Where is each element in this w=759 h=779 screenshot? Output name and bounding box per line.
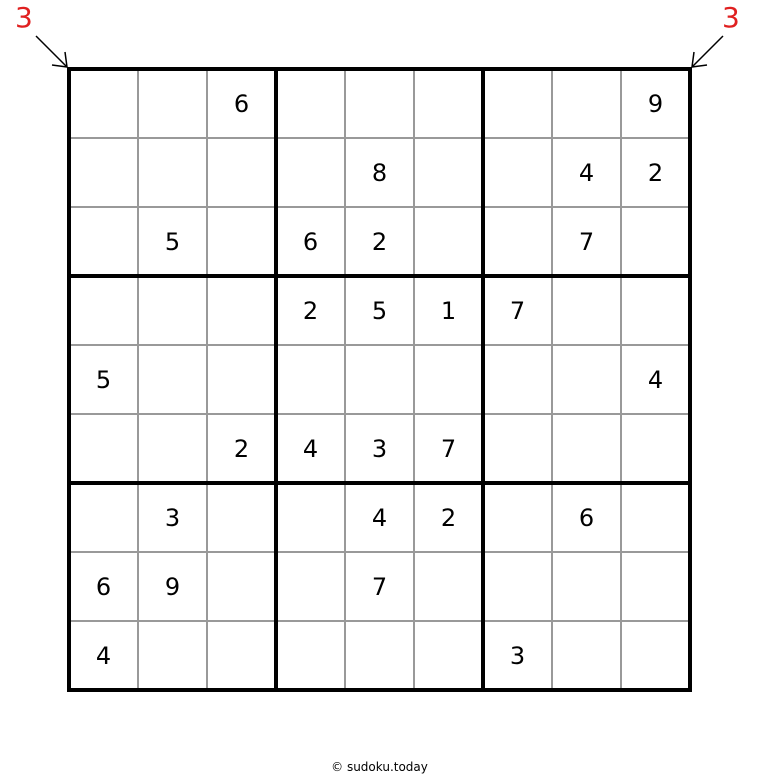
sudoku-cell-r7c7[interactable] [483, 483, 552, 552]
sudoku-cell-r1c5[interactable] [345, 69, 414, 138]
sudoku-cell-r6c6[interactable]: 7 [440, 434, 457, 463]
sudoku-cell-r6c3[interactable]: 2 [233, 434, 250, 463]
sudoku-cell-r6c9[interactable] [621, 414, 690, 483]
sudoku-cell-r2c9[interactable]: 2 [647, 158, 664, 187]
arrow-left-icon [36, 36, 67, 67]
sudoku-cell-r2c5[interactable]: 8 [371, 158, 388, 187]
sudoku-cell-r8c2[interactable]: 9 [164, 572, 181, 601]
sudoku-cell-r8c5[interactable]: 7 [371, 572, 388, 601]
sudoku-cell-r2c4[interactable] [276, 138, 345, 207]
sudoku-cell-r3c5[interactable]: 2 [371, 227, 388, 256]
sudoku-cell-r8c1[interactable]: 6 [95, 572, 112, 601]
sudoku-cell-r6c5[interactable]: 3 [371, 434, 388, 463]
sudoku-cell-r4c4[interactable]: 2 [302, 296, 319, 325]
sudoku-cell-r7c3[interactable] [207, 483, 276, 552]
sudoku-cell-r8c3[interactable] [207, 552, 276, 621]
sudoku-cell-r5c5[interactable] [345, 345, 414, 414]
sudoku-cell-r3c8[interactable]: 7 [578, 227, 595, 256]
sudoku-cell-r5c2[interactable] [138, 345, 207, 414]
sudoku-cell-r7c4[interactable] [276, 483, 345, 552]
sudoku-cell-r4c3[interactable] [207, 276, 276, 345]
sudoku-cell-r5c1[interactable]: 5 [95, 365, 112, 394]
sudoku-cell-r5c7[interactable] [483, 345, 552, 414]
sudoku-cell-r1c9[interactable]: 9 [647, 89, 664, 118]
sudoku-cell-r2c1[interactable] [69, 138, 138, 207]
sudoku-cell-r1c1[interactable] [69, 69, 138, 138]
sudoku-cell-r9c2[interactable] [138, 621, 207, 690]
sudoku-grid [69, 69, 690, 690]
sudoku-cell-r9c5[interactable] [345, 621, 414, 690]
sudoku-cell-r4c6[interactable]: 1 [440, 296, 457, 325]
sudoku-cell-r2c8[interactable]: 4 [578, 158, 595, 187]
sudoku-cell-r5c4[interactable] [276, 345, 345, 414]
sudoku-cell-r7c2[interactable]: 3 [164, 503, 181, 532]
sudoku-cell-r2c3[interactable] [207, 138, 276, 207]
sudoku-cell-r1c4[interactable] [276, 69, 345, 138]
sudoku-cell-r2c6[interactable] [414, 138, 483, 207]
sudoku-cell-r8c4[interactable] [276, 552, 345, 621]
sudoku-cell-r9c6[interactable] [414, 621, 483, 690]
sudoku-cell-r5c9[interactable]: 4 [647, 365, 664, 394]
sudoku-cell-r9c7[interactable]: 3 [509, 641, 526, 670]
sudoku-cell-r4c5[interactable]: 5 [371, 296, 388, 325]
sudoku-cell-r4c2[interactable] [138, 276, 207, 345]
sudoku-cell-r5c8[interactable] [552, 345, 621, 414]
sudoku-cell-r9c8[interactable] [552, 621, 621, 690]
sudoku-cell-r4c1[interactable] [69, 276, 138, 345]
sudoku-cell-r1c8[interactable] [552, 69, 621, 138]
sudoku-cell-r5c3[interactable] [207, 345, 276, 414]
sudoku-cell-r9c1[interactable]: 4 [95, 641, 112, 670]
sudoku-cell-r7c8[interactable]: 6 [578, 503, 595, 532]
sudoku-cell-r3c9[interactable] [621, 207, 690, 276]
sudoku-cell-r8c7[interactable] [483, 552, 552, 621]
sudoku-cell-r6c2[interactable] [138, 414, 207, 483]
sudoku-cell-r6c8[interactable] [552, 414, 621, 483]
diagonal-clue-right: 3 [722, 1, 740, 34]
sudoku-cell-r3c7[interactable] [483, 207, 552, 276]
sudoku-cell-r1c7[interactable] [483, 69, 552, 138]
sudoku-cell-r3c6[interactable] [414, 207, 483, 276]
sudoku-cell-r7c9[interactable] [621, 483, 690, 552]
sudoku-cell-r7c1[interactable] [69, 483, 138, 552]
sudoku-cell-r1c6[interactable] [414, 69, 483, 138]
sudoku-cell-r6c1[interactable] [69, 414, 138, 483]
sudoku-cell-r3c4[interactable]: 6 [302, 227, 319, 256]
sudoku-cell-r8c6[interactable] [414, 552, 483, 621]
sudoku-cell-r3c1[interactable] [69, 207, 138, 276]
sudoku-cell-r4c9[interactable] [621, 276, 690, 345]
sudoku-cell-r1c2[interactable] [138, 69, 207, 138]
sudoku-cell-r7c6[interactable]: 2 [440, 503, 457, 532]
copyright-footer: © sudoku.today [331, 760, 428, 774]
sudoku-cell-r5c6[interactable] [414, 345, 483, 414]
sudoku-cell-r8c8[interactable] [552, 552, 621, 621]
sudoku-cell-r8c9[interactable] [621, 552, 690, 621]
sudoku-cell-r9c4[interactable] [276, 621, 345, 690]
sudoku-cell-r3c3[interactable] [207, 207, 276, 276]
diagonal-clue-left: 3 [15, 1, 33, 34]
sudoku-cell-r4c8[interactable] [552, 276, 621, 345]
sudoku-cell-r9c3[interactable] [207, 621, 276, 690]
sudoku-cell-r3c2[interactable]: 5 [164, 227, 181, 256]
sudoku-cell-r6c7[interactable] [483, 414, 552, 483]
sudoku-cell-r2c7[interactable] [483, 138, 552, 207]
sudoku-cell-r7c5[interactable]: 4 [371, 503, 388, 532]
sudoku-cell-r6c4[interactable]: 4 [302, 434, 319, 463]
sudoku-cell-r2c2[interactable] [138, 138, 207, 207]
arrow-right-icon [692, 36, 723, 67]
sudoku-cell-r1c3[interactable]: 6 [233, 89, 250, 118]
sudoku-cell-r4c7[interactable]: 7 [509, 296, 526, 325]
sudoku-cell-r9c9[interactable] [621, 621, 690, 690]
